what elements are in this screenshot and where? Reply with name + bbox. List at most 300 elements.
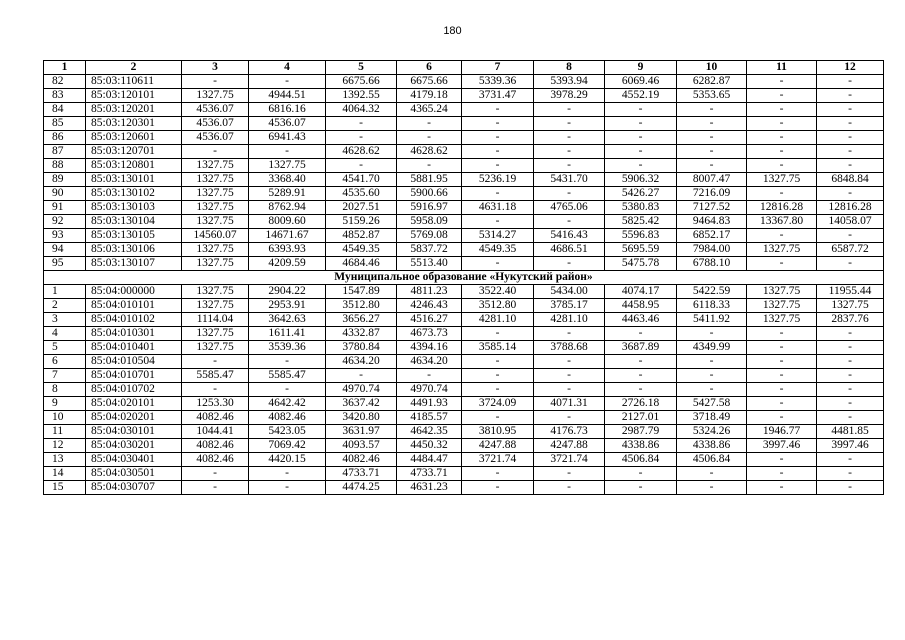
table-cell-col-9: - [605, 383, 677, 397]
table-cell-col-6: - [397, 131, 462, 145]
table-cell-col-12: 12816.28 [817, 201, 884, 215]
table-cell-col-6: - [397, 117, 462, 131]
table-cell-col-8: 4176.73 [534, 425, 605, 439]
table-cell-col-12: - [817, 89, 884, 103]
table-cell-col-8: - [534, 467, 605, 481]
table-cell-col-1: 1 [44, 285, 86, 299]
table-cell-col-3: 4082.46 [182, 439, 249, 453]
table-row [44, 75, 884, 89]
table-cell-col-11: - [747, 89, 817, 103]
table-cell-col-2: 85:04:010701 [86, 369, 182, 383]
table-cell-col-1: 4 [44, 327, 86, 341]
table-cell-col-5: 3512.80 [326, 299, 397, 313]
table-cell-col-8: 5434.00 [534, 285, 605, 299]
table-cell-col-10: 8007.47 [677, 173, 747, 187]
table-cell-col-7: 3721.74 [462, 453, 534, 467]
table-cell-col-12: - [817, 397, 884, 411]
table-cell-col-8: 5416.43 [534, 229, 605, 243]
table-cell-col-3: - [182, 145, 249, 159]
table-cell-col-3: 4536.07 [182, 131, 249, 145]
table-cell-col-2: 85:04:010401 [86, 341, 182, 355]
table-cell-col-1: 7 [44, 369, 86, 383]
table-cell-col-7: - [462, 215, 534, 229]
table-cell-col-12: - [817, 411, 884, 425]
table-cell-col-5: 4634.20 [326, 355, 397, 369]
table-cell-col-10: - [677, 383, 747, 397]
table-cell-col-6: 5513.40 [397, 257, 462, 271]
table-cell-col-5: 2027.51 [326, 201, 397, 215]
table-cell-col-2: 85:03:120201 [86, 103, 182, 117]
table-cell-col-4: 2953.91 [249, 299, 326, 313]
table-cell-col-12: - [817, 131, 884, 145]
table-cell-col-6: 4811.23 [397, 285, 462, 299]
table-cell-col-1: 92 [44, 215, 86, 229]
table-cell-col-10: - [677, 481, 747, 495]
table-cell-col-2: 85:04:020201 [86, 411, 182, 425]
table-cell-col-1: 95 [44, 257, 86, 271]
table-cell-col-10: 4349.99 [677, 341, 747, 355]
table-cell-col-1: 83 [44, 89, 86, 103]
table-cell-col-9: - [605, 355, 677, 369]
table-cell-col-6: 5769.08 [397, 229, 462, 243]
table-cell-col-5: 3637.42 [326, 397, 397, 411]
table-cell-col-4: - [249, 383, 326, 397]
table-cell-col-3: - [182, 467, 249, 481]
table-cell-col-12: - [817, 145, 884, 159]
table-cell-col-10: 6852.17 [677, 229, 747, 243]
table-cell-col-3: 1327.75 [182, 89, 249, 103]
table-cell-col-6: 5916.97 [397, 201, 462, 215]
table-cell-col-7: - [462, 103, 534, 117]
column-header-4: 4 [249, 61, 326, 75]
table-row [44, 383, 884, 397]
table-cell-col-11: - [747, 229, 817, 243]
table-cell-col-1: 91 [44, 201, 86, 215]
table-cell-col-4: 3368.40 [249, 173, 326, 187]
table-cell-col-8: 4686.51 [534, 243, 605, 257]
table-cell-col-10: - [677, 467, 747, 481]
table-cell-col-1: 90 [44, 187, 86, 201]
table-cell-col-7: - [462, 369, 534, 383]
table-cell-col-7: 4247.88 [462, 439, 534, 453]
table-cell-col-10: 4506.84 [677, 453, 747, 467]
table-cell-col-10: - [677, 159, 747, 173]
table-cell-col-9: - [605, 131, 677, 145]
table-row [44, 187, 884, 201]
table-cell-col-10: 6788.10 [677, 257, 747, 271]
table-cell-col-9: 4458.95 [605, 299, 677, 313]
table-cell-col-3: 4536.07 [182, 117, 249, 131]
table-cell-col-12: - [817, 341, 884, 355]
table-cell-col-8: - [534, 187, 605, 201]
table-cell-col-3: 1253.30 [182, 397, 249, 411]
table-cell-col-11: - [747, 467, 817, 481]
table-cell-col-3: 4536.07 [182, 103, 249, 117]
table-cell-col-2: 85:03:120601 [86, 131, 182, 145]
table-cell-col-12: - [817, 481, 884, 495]
table-cell-col-6: 4628.62 [397, 145, 462, 159]
table-cell-col-5: 5159.26 [326, 215, 397, 229]
table-cell-col-2: 85:03:120701 [86, 145, 182, 159]
table-cell-col-1: 9 [44, 397, 86, 411]
table-cell-col-10: - [677, 327, 747, 341]
table-row [44, 341, 884, 355]
table-cell-col-5: - [326, 159, 397, 173]
table-cell-col-2: 85:04:010702 [86, 383, 182, 397]
table-cell-col-7: 4631.18 [462, 201, 534, 215]
table-cell-col-9: 2987.79 [605, 425, 677, 439]
table-row [44, 215, 884, 229]
table-cell-col-8: - [534, 145, 605, 159]
table-cell-col-4: 7069.42 [249, 439, 326, 453]
table-cell-col-8: - [534, 355, 605, 369]
table-cell-col-3: 1327.75 [182, 243, 249, 257]
table-cell-col-1: 15 [44, 481, 86, 495]
table-cell-col-7: 3585.14 [462, 341, 534, 355]
table-cell-col-3: 1327.75 [182, 257, 249, 271]
table-cell-col-7: 4281.10 [462, 313, 534, 327]
table-cell-col-2: 85:04:010102 [86, 313, 182, 327]
table-cell-col-2: 85:04:010101 [86, 299, 182, 313]
table-cell-col-8: - [534, 369, 605, 383]
table-cell-col-12: 3997.46 [817, 439, 884, 453]
table-cell-col-9: 2726.18 [605, 397, 677, 411]
table-cell-col-5: - [326, 117, 397, 131]
table-cell-col-12: - [817, 453, 884, 467]
table-cell-col-6: 4179.18 [397, 89, 462, 103]
table-cell-col-6: 4516.27 [397, 313, 462, 327]
table-cell-col-4: 4642.42 [249, 397, 326, 411]
table-cell-col-6: 5837.72 [397, 243, 462, 257]
table-cell-col-8: 4281.10 [534, 313, 605, 327]
table-cell-col-10: 5411.92 [677, 313, 747, 327]
table-cell-col-1: 89 [44, 173, 86, 187]
table-cell-col-5: 1547.89 [326, 285, 397, 299]
table-cell-col-7: - [462, 145, 534, 159]
column-header-6: 6 [397, 61, 462, 75]
table-cell-col-3: 1327.75 [182, 173, 249, 187]
table-cell-col-11: - [747, 117, 817, 131]
table-row [44, 159, 884, 173]
column-header-2: 2 [86, 61, 182, 75]
column-header-1: 1 [44, 61, 86, 75]
table-cell-col-5: 3420.80 [326, 411, 397, 425]
table-cell-col-9: - [605, 103, 677, 117]
table-cell-col-7: 5339.36 [462, 75, 534, 89]
table-cell-col-5: 4474.25 [326, 481, 397, 495]
table-cell-col-12: 14058.07 [817, 215, 884, 229]
table-cell-col-5: 4064.32 [326, 103, 397, 117]
table-cell-col-3: 1327.75 [182, 285, 249, 299]
table-cell-col-6: 4634.20 [397, 355, 462, 369]
table-cell-col-12: - [817, 75, 884, 89]
table-row [44, 313, 884, 327]
table-cell-col-6: - [397, 369, 462, 383]
table-cell-col-3: - [182, 481, 249, 495]
table-cell-col-1: 82 [44, 75, 86, 89]
table-cell-col-4: - [249, 355, 326, 369]
table-cell-col-5: 4628.62 [326, 145, 397, 159]
table-cell-col-12: - [817, 257, 884, 271]
table-cell-col-5: 4332.87 [326, 327, 397, 341]
table-row [44, 229, 884, 243]
table-cell-col-4: 5423.05 [249, 425, 326, 439]
table-cell-col-11: - [747, 397, 817, 411]
table-row [44, 173, 884, 187]
table-cell-col-9: 5825.42 [605, 215, 677, 229]
table-cell-col-12: - [817, 383, 884, 397]
table-cell-col-11: 1327.75 [747, 313, 817, 327]
table-cell-col-1: 10 [44, 411, 86, 425]
column-header-9: 9 [605, 61, 677, 75]
table-cell-col-6: 4365.24 [397, 103, 462, 117]
table-row [44, 89, 884, 103]
section-title: Муниципальное образование «Нукутский район» [44, 271, 884, 285]
table-cell-col-2: 85:04:020101 [86, 397, 182, 411]
table-cell-col-8: - [534, 383, 605, 397]
table-cell-col-6: 4642.35 [397, 425, 462, 439]
table-row [44, 201, 884, 215]
table-cell-col-1: 93 [44, 229, 86, 243]
table-cell-col-4: - [249, 145, 326, 159]
table-cell-col-3: - [182, 75, 249, 89]
table-cell-col-9: - [605, 117, 677, 131]
table-cell-col-9: - [605, 145, 677, 159]
header-row [44, 61, 884, 75]
table-cell-col-6: 4970.74 [397, 383, 462, 397]
table-cell-col-7: 4549.35 [462, 243, 534, 257]
table-cell-col-8: 4765.06 [534, 201, 605, 215]
table-body [44, 75, 884, 495]
table-cell-col-5: 3631.97 [326, 425, 397, 439]
table-cell-col-2: 85:03:120801 [86, 159, 182, 173]
table-cell-col-8: 3785.17 [534, 299, 605, 313]
table-cell-col-9: - [605, 467, 677, 481]
table-cell-col-12: - [817, 117, 884, 131]
column-header-7: 7 [462, 61, 534, 75]
table-cell-col-2: 85:03:130107 [86, 257, 182, 271]
table-cell-col-9: 5906.32 [605, 173, 677, 187]
table-cell-col-5: - [326, 131, 397, 145]
column-header-5: 5 [326, 61, 397, 75]
table-cell-col-2: 85:03:130101 [86, 173, 182, 187]
table-cell-col-6: - [397, 159, 462, 173]
table-cell-col-2: 85:04:030201 [86, 439, 182, 453]
table-cell-col-10: 7984.00 [677, 243, 747, 257]
table-cell-col-8: - [534, 411, 605, 425]
table-cell-col-8: 3978.29 [534, 89, 605, 103]
table-row [44, 299, 884, 313]
column-header-8: 8 [534, 61, 605, 75]
table-cell-col-11: - [747, 453, 817, 467]
table-cell-col-9: 4338.86 [605, 439, 677, 453]
table-cell-col-9: - [605, 159, 677, 173]
table-cell-col-9: 5695.59 [605, 243, 677, 257]
table-row [44, 103, 884, 117]
table-cell-col-10: 5324.26 [677, 425, 747, 439]
table-cell-col-5: 4541.70 [326, 173, 397, 187]
table-cell-col-11: 3997.46 [747, 439, 817, 453]
table-cell-col-12: 2837.76 [817, 313, 884, 327]
table-cell-col-11: - [747, 341, 817, 355]
table-cell-col-8: - [534, 327, 605, 341]
table-cell-col-9: 5426.27 [605, 187, 677, 201]
table-cell-col-11: - [747, 327, 817, 341]
table-cell-col-4: 4944.51 [249, 89, 326, 103]
table-cell-col-10: 6282.87 [677, 75, 747, 89]
table-cell-col-1: 14 [44, 467, 86, 481]
table-cell-col-9: - [605, 369, 677, 383]
table-cell-col-9: 5380.83 [605, 201, 677, 215]
table-cell-col-2: 85:03:130102 [86, 187, 182, 201]
table-cell-col-11: 1327.75 [747, 285, 817, 299]
table-cell-col-8: 5393.94 [534, 75, 605, 89]
table-cell-col-3: 5585.47 [182, 369, 249, 383]
table-cell-col-11: 1327.75 [747, 299, 817, 313]
table-cell-col-4: 4420.15 [249, 453, 326, 467]
table-cell-col-4: 4209.59 [249, 257, 326, 271]
table-cell-col-7: - [462, 411, 534, 425]
table-cell-col-2: 85:04:000000 [86, 285, 182, 299]
table-cell-col-8: - [534, 159, 605, 173]
table-cell-col-8: 5431.70 [534, 173, 605, 187]
table-cell-col-9: 4552.19 [605, 89, 677, 103]
table-cell-col-6: 4673.73 [397, 327, 462, 341]
table-cell-col-6: 5900.66 [397, 187, 462, 201]
table-cell-col-12: - [817, 159, 884, 173]
table-cell-col-6: 4491.93 [397, 397, 462, 411]
table-cell-col-11: - [747, 145, 817, 159]
column-header-3: 3 [182, 61, 249, 75]
table-cell-col-3: - [182, 383, 249, 397]
table-cell-col-7: 3731.47 [462, 89, 534, 103]
table-cell-col-11: 1946.77 [747, 425, 817, 439]
table-row [44, 439, 884, 453]
table-cell-col-7: - [462, 481, 534, 495]
table-cell-col-6: 4631.23 [397, 481, 462, 495]
table-cell-col-6: 4185.57 [397, 411, 462, 425]
table-cell-col-2: 85:04:010504 [86, 355, 182, 369]
table-cell-col-9: 2127.01 [605, 411, 677, 425]
table-cell-col-7: 3522.40 [462, 285, 534, 299]
table-cell-col-7: - [462, 257, 534, 271]
table-cell-col-6: 4484.47 [397, 453, 462, 467]
table-cell-col-10: 7216.09 [677, 187, 747, 201]
table-cell-col-12: 11955.44 [817, 285, 884, 299]
table-cell-col-1: 87 [44, 145, 86, 159]
table-cell-col-5: 3780.84 [326, 341, 397, 355]
table-cell-col-10: - [677, 355, 747, 369]
table-cell-col-3: 14560.07 [182, 229, 249, 243]
table-cell-col-2: 85:03:120101 [86, 89, 182, 103]
table-cell-col-11: 13367.80 [747, 215, 817, 229]
table-cell-col-7: - [462, 117, 534, 131]
table-cell-col-2: 85:04:030501 [86, 467, 182, 481]
table-cell-col-7: - [462, 467, 534, 481]
table-cell-col-10: 5422.59 [677, 285, 747, 299]
table-cell-col-10: - [677, 145, 747, 159]
table-cell-col-2: 85:03:130105 [86, 229, 182, 243]
table-row [44, 467, 884, 481]
table-cell-col-1: 3 [44, 313, 86, 327]
table-cell-col-8: - [534, 103, 605, 117]
table-cell-col-9: 4074.17 [605, 285, 677, 299]
table-cell-col-3: 1327.75 [182, 201, 249, 215]
table-cell-col-4: 8009.60 [249, 215, 326, 229]
table-cell-col-11: - [747, 103, 817, 117]
table-row [44, 145, 884, 159]
table-cell-col-7: 3724.09 [462, 397, 534, 411]
table-cell-col-12: 6587.72 [817, 243, 884, 257]
table-cell-col-8: - [534, 215, 605, 229]
table-cell-col-5: 4535.60 [326, 187, 397, 201]
table-cell-col-10: - [677, 131, 747, 145]
table-cell-col-8: - [534, 117, 605, 131]
table-cell-col-9: 6069.46 [605, 75, 677, 89]
table-cell-col-12: 1327.75 [817, 299, 884, 313]
table-cell-col-10: 7127.52 [677, 201, 747, 215]
table-cell-col-11: - [747, 411, 817, 425]
table-cell-col-4: 6393.93 [249, 243, 326, 257]
table-cell-col-9: 5475.78 [605, 257, 677, 271]
table-cell-col-5: 4082.46 [326, 453, 397, 467]
table-cell-col-1: 2 [44, 299, 86, 313]
table-cell-col-7: - [462, 383, 534, 397]
table-cell-col-7: 5236.19 [462, 173, 534, 187]
table-cell-col-5: 4733.71 [326, 467, 397, 481]
table-cell-col-7: 3512.80 [462, 299, 534, 313]
table-cell-col-11: - [747, 369, 817, 383]
table-cell-col-12: - [817, 229, 884, 243]
table-cell-col-12: 4481.85 [817, 425, 884, 439]
table-row [44, 355, 884, 369]
table-cell-col-3: 1327.75 [182, 187, 249, 201]
table-cell-col-2: 85:04:010301 [86, 327, 182, 341]
table-cell-col-4: 5585.47 [249, 369, 326, 383]
table-cell-col-1: 94 [44, 243, 86, 257]
cadastral-value-table [43, 60, 884, 495]
table-cell-col-1: 86 [44, 131, 86, 145]
table-cell-col-11: - [747, 355, 817, 369]
table-cell-col-11: - [747, 383, 817, 397]
table-cell-col-10: 5353.65 [677, 89, 747, 103]
table-cell-col-12: 6848.84 [817, 173, 884, 187]
table-cell-col-10: - [677, 117, 747, 131]
table-cell-col-12: - [817, 369, 884, 383]
table-cell-col-7: - [462, 327, 534, 341]
table-cell-col-1: 88 [44, 159, 86, 173]
table-cell-col-11: 1327.75 [747, 173, 817, 187]
table-cell-col-5: 4852.87 [326, 229, 397, 243]
table-cell-col-3: 1327.75 [182, 215, 249, 229]
table-row [44, 425, 884, 439]
table-cell-col-3: 4082.46 [182, 411, 249, 425]
table-row [44, 397, 884, 411]
table-cell-col-1: 85 [44, 117, 86, 131]
table-cell-col-2: 85:04:030707 [86, 481, 182, 495]
table-cell-col-6: 4733.71 [397, 467, 462, 481]
table-cell-col-11: - [747, 187, 817, 201]
table-cell-col-8: 3721.74 [534, 453, 605, 467]
table-cell-col-2: 85:04:030401 [86, 453, 182, 467]
table-cell-col-10: 3718.49 [677, 411, 747, 425]
table-cell-col-4: - [249, 467, 326, 481]
table-row [44, 453, 884, 467]
table-cell-col-5: 6675.66 [326, 75, 397, 89]
table-cell-col-5: 1392.55 [326, 89, 397, 103]
table-cell-col-6: 4450.32 [397, 439, 462, 453]
table-cell-col-4: - [249, 75, 326, 89]
